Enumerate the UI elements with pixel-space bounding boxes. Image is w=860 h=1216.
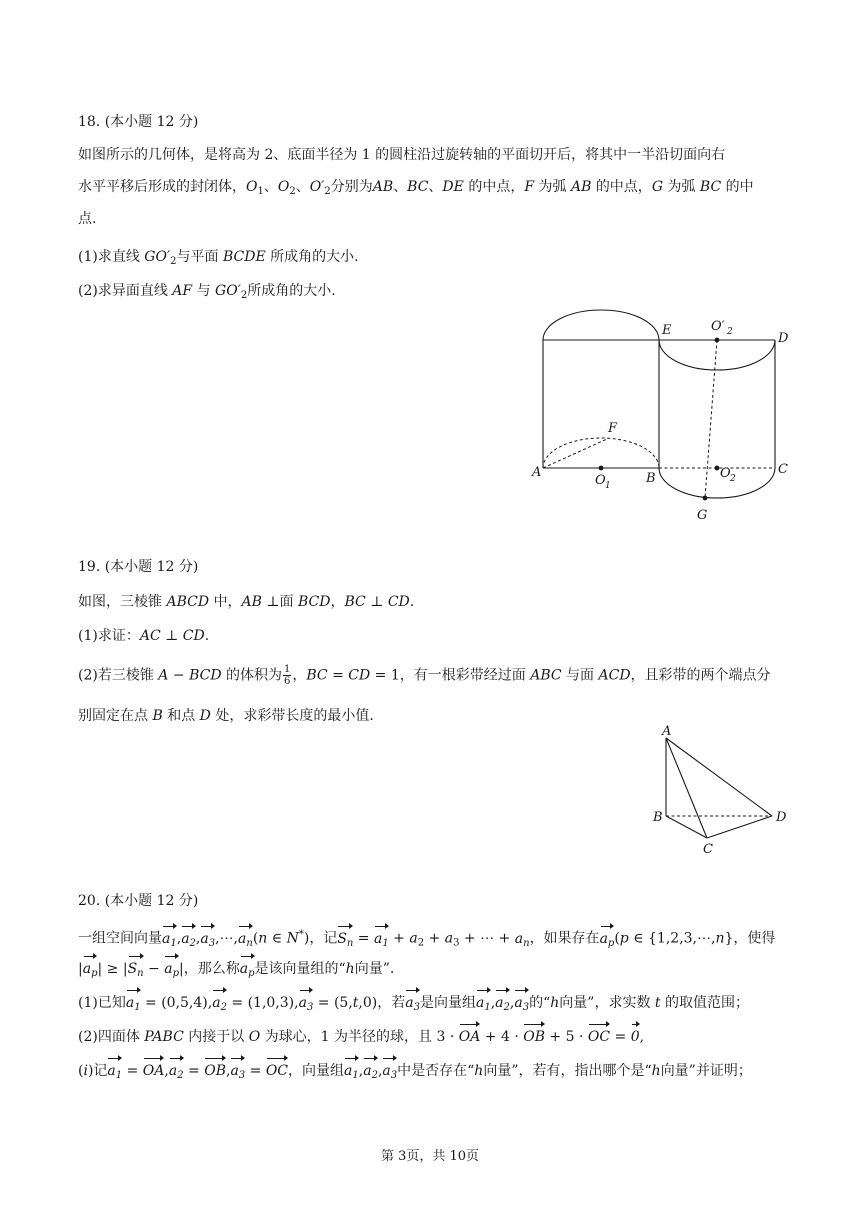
q19-part2: (2)若三棱锥 A − BCD 的体积为 $\frac{1}{6}$ ，BC = CD = 1，有一根彩带经过面 ABC 与面 ACD，且彩带的两个端点分 — [78, 664, 771, 687]
q19-part1: (1)求证：AC ⊥ CD. — [78, 628, 210, 644]
label-D: D — [776, 810, 787, 825]
label-O2: O — [720, 466, 731, 481]
label-A: A — [662, 724, 672, 739]
q19-line1: 如图，三棱锥 ABCD 中，AB ⊥面 BCD，BC ⊥ CD. — [78, 594, 415, 610]
bottom-arc-left-hidden — [543, 438, 659, 468]
q19-title: 19. (本小题 12 分) — [78, 559, 199, 575]
label-O1: O — [595, 473, 606, 488]
svg-text:1: 1 — [605, 481, 611, 491]
label-C: C — [703, 842, 713, 857]
q18-title: 18. (本小题 12 分) — [78, 114, 199, 130]
label-B: B — [646, 471, 656, 486]
top-arc-left — [543, 310, 659, 340]
q20-part2-i: (i)记$a_1 = OA,a_2 = OB,a_3$ = OC，向量组$a_1,a_2,a_3$中是否存在“h向量”，若有，指出哪个是“h向量”并证明； — [78, 1061, 752, 1086]
label-B: B — [653, 810, 663, 825]
label-O2-prime: O′ — [711, 319, 725, 334]
label-A: A — [532, 465, 542, 480]
q18-line2: 水平平移后形成的封闭体，$O_1$、$O_2$、$O'_2$分别为AB、BC、DE 的中点，F 为弧 AB 的中点，G 为弧 BC 的中 — [78, 179, 754, 197]
q18-figure — [525, 305, 805, 530]
label-C: C — [778, 462, 788, 477]
q20-line1: 一组空间向量$a_1,a_2,a_3,\cdots,a_n(n$ ∈ N*)，记$S_n = a_1 + a_2 + a_3$ + ⋯ + $a_n$，如果存在$a_p(p$ ∈ {1,2,3,⋯,n}，使得 — [78, 925, 775, 954]
svg-text:2: 2 — [730, 474, 736, 484]
q19-part2-cont: 别固定在点 B 和点 D 处，求彩带长度的最小值. — [78, 708, 374, 724]
label-G: G — [697, 508, 708, 523]
q20-part1: (1)已知$a_1 = (0,5,4),a_2 = (1,0,3),a_3 = (5,t,0)$，若$a_3$是向量组$a_1,a_2,a_3$的“h向量”，求实数 t 的取值范围； — [78, 993, 749, 1018]
segment-GO2p — [705, 340, 717, 498]
svg-text:2: 2 — [727, 327, 733, 337]
q20-part2: (2)四面体 PABC 内接于以 O 为球心，1 为半径的球，且 3 · OA + 4 · OB + 5 · OC = 0, — [78, 1029, 645, 1045]
page-footer: 第 3页，共 10页 — [380, 1149, 480, 1164]
label-F: F — [608, 421, 618, 436]
q18-part1: (1)求直线 $GO'_2$与平面 BCDE 所成角的大小. — [78, 249, 359, 267]
edge-BC — [666, 816, 707, 838]
segment-AF — [543, 439, 607, 468]
q20-title: 20. (本小题 12 分) — [78, 893, 199, 909]
edge-CD — [707, 816, 772, 838]
q20-line2: $|a_p| \ge |S_n - a_p|$，那么称$a_p$是该向量组的“h向量”. — [78, 959, 394, 984]
q18-part2: (2)求异面直线 AF 与 $GO'_2$所成角的大小. — [78, 283, 336, 301]
label-E: E — [662, 323, 672, 338]
label-D: D — [778, 331, 789, 346]
q19-figure — [648, 724, 798, 859]
q18-line1: 如图所示的几何体，是将高为 2、底面半径为 1 的圆柱沿过旋转轴的平面切开后，将其中一半沿切面向右 — [78, 147, 726, 163]
q18-line3: 点. — [78, 211, 97, 227]
